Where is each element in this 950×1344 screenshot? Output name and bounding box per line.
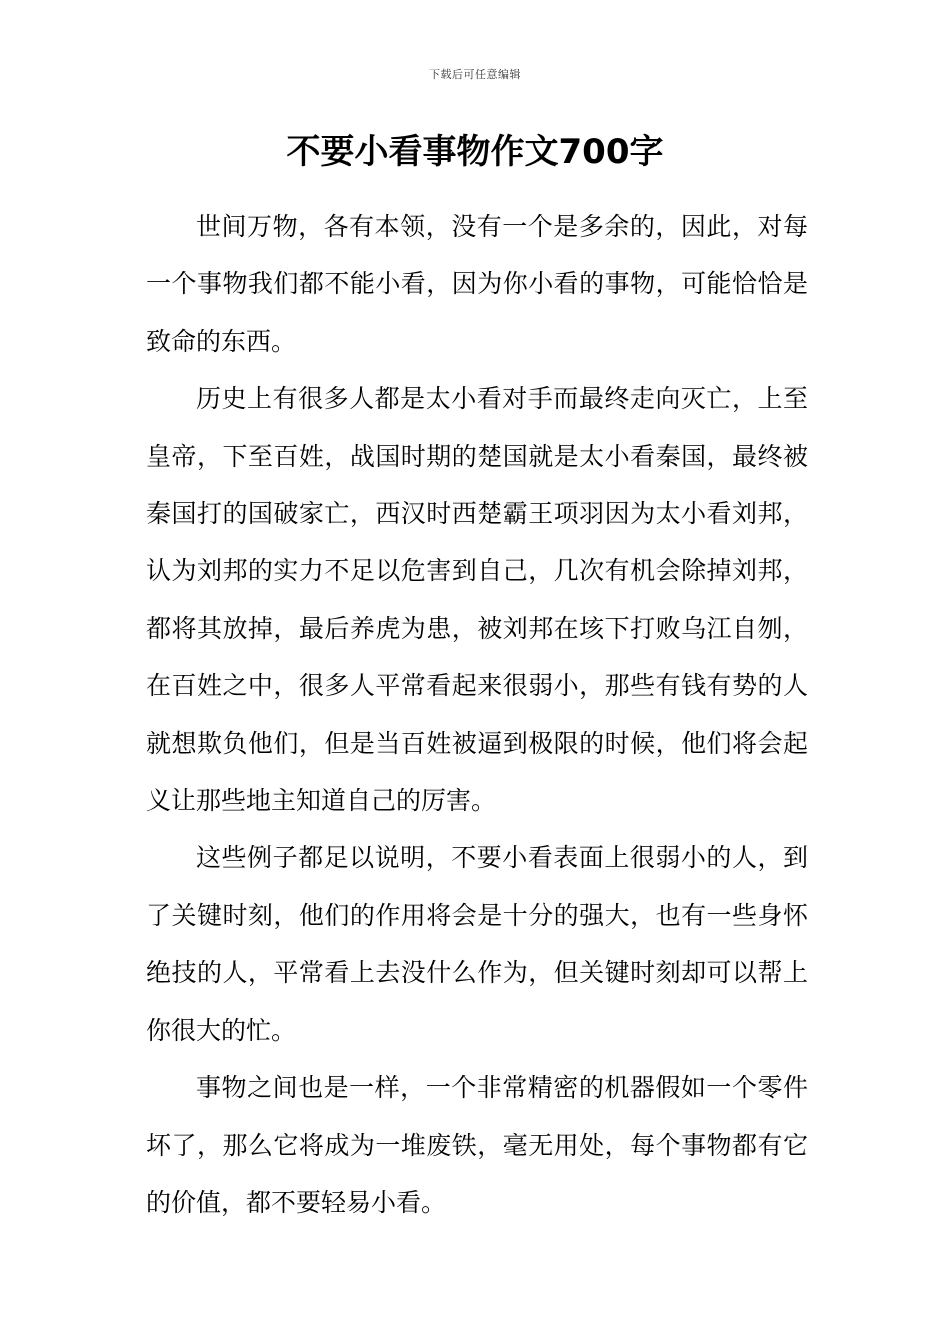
- header-note: 下载后可任意编辑: [429, 68, 521, 81]
- paragraph-1: 世间万物，各有本领，没有一个是多余的，因此，对每一个事物我们都不能小看，因为你小看的事物，可能恰恰是致命的东西。: [146, 212, 808, 356]
- document-title: 不要小看事物作文700字: [286, 132, 664, 172]
- paragraph-4: 事物之间也是一样，一个非常精密的机器假如一个零件坏了，那么它将成为一堆废铁，毫无用处，每个事物都有它的价值，都不要轻易小看。: [146, 1073, 808, 1217]
- paragraph-2: 历史上有很多人都是太小看对手而最终走向灭亡，上至皇帝，下至百姓，战国时期的楚国就是太小看秦国，最终被秦国打的国破家亡，西汉时西楚霸王项羽因为太小看刘邦，认为刘邦的实力不足以危害到自己，几次有机会除掉刘邦，都将其放掉，最后养虎为患，被刘邦在垓下打败乌江自刎，在百姓之中，很多人平常看起来很弱小，那些有钱有势的人就想欺负他们，但是当百姓被逼到极限的时候，他们将会起义让那些地主知道自己的厉害。: [146, 384, 808, 816]
- document-body: [146, 198, 808, 1231]
- paragraph-3: 这些例子都足以说明，不要小看表面上很弱小的人，到了关键时刻，他们的作用将会是十分的强大，也有一些身怀绝技的人，平常看上去没什么作为，但关键时刻却可以帮上你很大的忙。: [146, 843, 808, 1045]
